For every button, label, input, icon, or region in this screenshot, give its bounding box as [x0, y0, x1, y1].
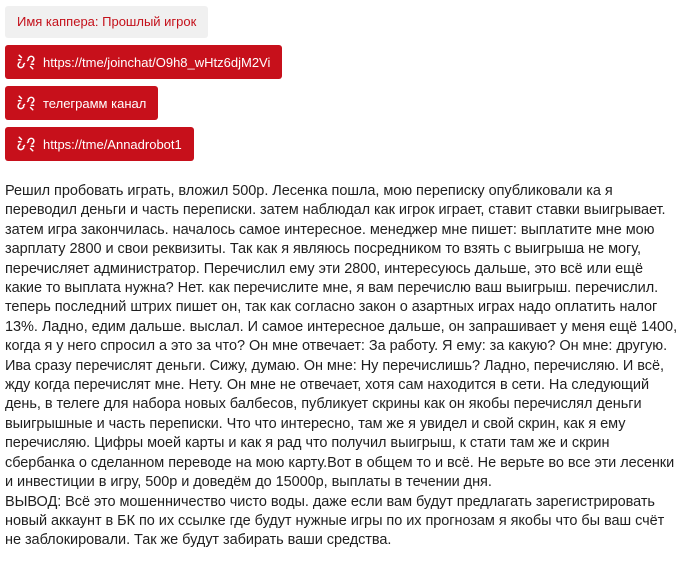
capper-name-tag: Имя каппера: Прошлый игрок: [5, 6, 208, 38]
joinchat-link-text: https://tme/joinchat/O9h8_wHtz6djM2Vi: [43, 54, 271, 70]
telegram-channel-link-button[interactable]: [5, 86, 158, 120]
telegram-channel-link-text: телеграмм канал: [43, 95, 147, 111]
broken-link-icon: [17, 135, 35, 153]
review-paragraph-conclusion: ВЫВОД: Всё это мошенничество чисто воды. даже если вам будут предлагать зарегистрировать новый аккаунт в БК по их ссылке где будут нужные игры по их прогнозам я якобы что бы ваш счёт не заблокировали. Так же будут забирать ваши средства.: [5, 493, 665, 549]
review-card: [5, 6, 685, 551]
broken-link-icon: [17, 94, 35, 112]
annadrobot-link-button[interactable]: [5, 127, 194, 161]
joinchat-link-button[interactable]: [5, 45, 282, 79]
annadrobot-link-text: https://tme/Annadrobot1: [43, 136, 182, 152]
broken-link-icon: [17, 53, 35, 71]
review-paragraph-story: Решил пробовать играть, вложил 500р. Лесенка пошла, мою переписку опубликовали ка я переводил деньги и часть переписки. затем наблюдал как игрок играет, ставит ставки выигрывает. затем игра закончилась. началось самое интересное. менеджер мне пишет: выплатите мне мою зарплату 2800 и свои реквизиты. Так как я являюсь посредником то взять с выигрыша не могу, перечисляет администратор. Перечислил ему эти 2800, интересуюсь дальше, это всё или ещё какие то выплата нужна? Нет. как перечислите мне, я вам перечислю ваш выигрыш. перечислил. теперь последний штрих пишет он, так как согласно закон о азартных играх надо оплатить налог 13%. Ладно, едим дальше. выслал. И самое интересное дальше, он запрашивает у меня ещё 1400, когда я у него спросил а это за что? Он мне отвечает: За работу. Я ему: за какую? Он мне: другую. Ива сразу перечислят деньги. Сижу, думаю. Он мне: Ну перечислишь? Ладно, перечисляю. И всё, жду когда перечислят мне. Нету. Он мне не отвечает, хотя сам находится в сети. На следующий день, в телеге для набора новых балбесов, публикует скрины как он якобы перечислял деньги выигрышные и часть переписки. Что что интересно, там же я увидел и свой скрин, как я ему перечисляю. Цифры моей карты и как я рад что получил выигрыш, к стати там же и скрин сбербанка о сделанном переводе на мою карту.Вот в общем то и всё. Не верьте во все эти лесенки и инвестиции в игру, 500р и доведём до 15000р, выплаты в течении дня.: [5, 183, 678, 491]
review-text: [5, 182, 681, 551]
